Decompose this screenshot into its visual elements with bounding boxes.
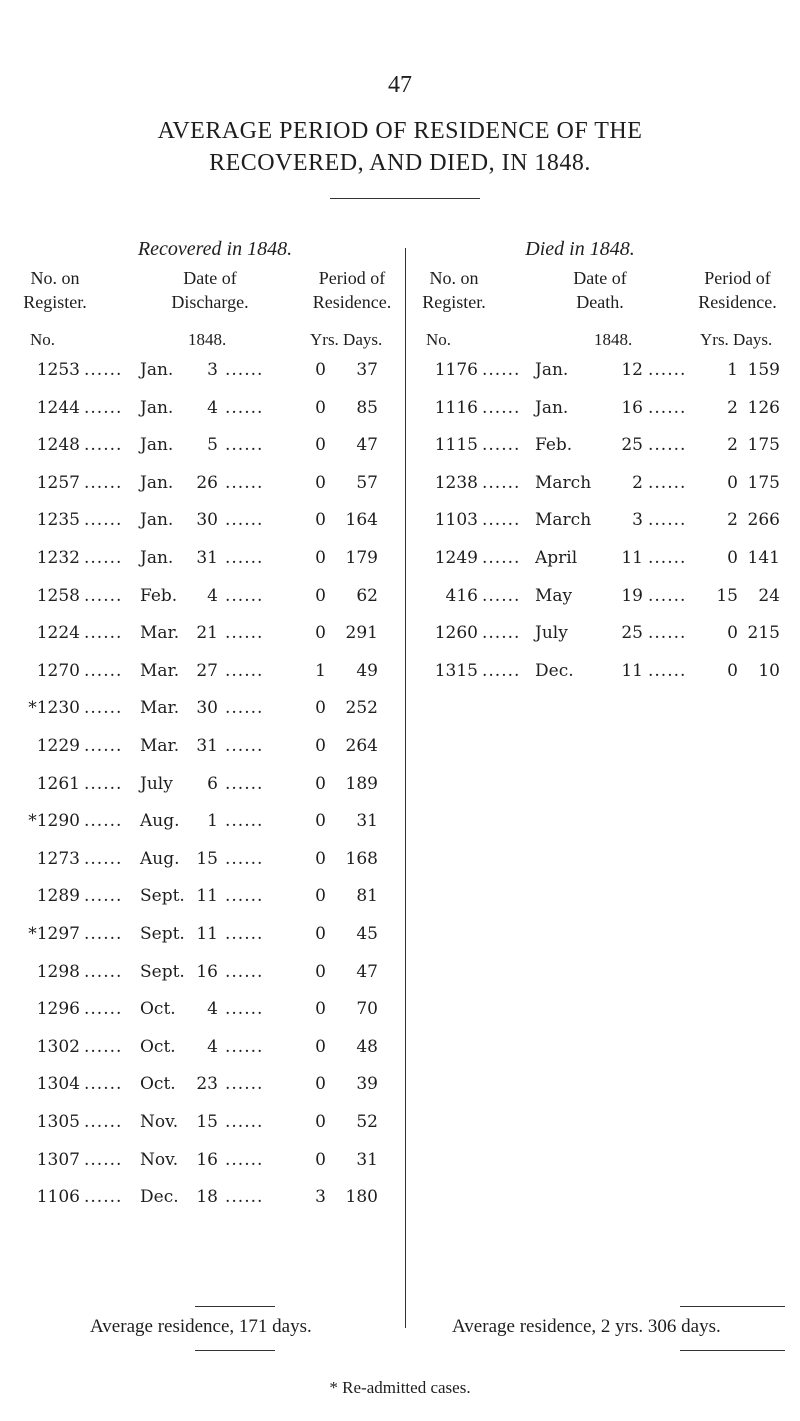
years: 0 xyxy=(315,698,326,719)
month: Feb. xyxy=(140,585,178,606)
recovered-register-header xyxy=(10,266,100,314)
leader-dots: ...... xyxy=(482,660,521,681)
day: 11 xyxy=(621,660,643,681)
table-row xyxy=(0,1074,800,1102)
years: 2 xyxy=(727,510,738,531)
leader-dots: ...... xyxy=(225,660,264,681)
leader-dots: ...... xyxy=(84,736,123,756)
register-number: 1116 xyxy=(434,397,478,418)
day: 4 xyxy=(207,999,218,1020)
month: Jan. xyxy=(140,435,174,456)
leader-dots: ...... xyxy=(84,360,123,380)
leader-dots: ...... xyxy=(225,1149,264,1170)
years: 0 xyxy=(727,472,738,493)
leader-dots: ...... xyxy=(84,1036,123,1057)
recovered-avg-rule-bottom xyxy=(195,1350,275,1351)
recovered-avg-rule-top xyxy=(195,1306,275,1307)
leader-dots: ...... xyxy=(482,548,521,568)
leader-dots: ...... xyxy=(84,999,123,1020)
register-number: 416 xyxy=(445,585,478,606)
day: 12 xyxy=(621,360,643,380)
register-number: 1103 xyxy=(434,510,478,531)
table-row xyxy=(0,1150,800,1178)
recovered-average: Average residence, 171 days. xyxy=(90,1316,312,1337)
table-row xyxy=(0,774,800,802)
day: 1 xyxy=(207,811,218,832)
table-row xyxy=(0,661,800,689)
register-number: *1290 xyxy=(28,811,80,832)
day: 5 xyxy=(207,435,218,456)
month: Feb. xyxy=(535,435,573,456)
years: 0 xyxy=(315,886,326,907)
recovered-sub-no: No. xyxy=(30,330,56,349)
leader-dots: ...... xyxy=(225,360,264,380)
days: 47 xyxy=(356,961,378,982)
table-row xyxy=(0,886,800,914)
month: Dec. xyxy=(535,660,574,681)
days: 159 xyxy=(747,360,780,380)
years: 0 xyxy=(315,848,326,869)
table-row xyxy=(0,1112,800,1140)
month: July xyxy=(535,623,568,644)
table-row xyxy=(0,1187,800,1215)
register-number: 1176 xyxy=(434,360,478,380)
years: 0 xyxy=(315,1112,326,1132)
day: 27 xyxy=(196,660,218,681)
month: Oct. xyxy=(140,1074,176,1095)
years: 3 xyxy=(315,1187,326,1208)
years: 0 xyxy=(315,1036,326,1057)
day: 11 xyxy=(196,924,218,944)
day: 16 xyxy=(196,1149,218,1170)
leader-dots: ...... xyxy=(225,961,264,982)
month: Jan. xyxy=(140,397,174,418)
years: 1 xyxy=(727,360,738,380)
days: 291 xyxy=(345,623,378,644)
month: April xyxy=(535,548,578,568)
leader-dots: ...... xyxy=(225,811,264,832)
died-average: Average residence, 2 yrs. 306 days. xyxy=(452,1316,721,1337)
days: 37 xyxy=(356,360,378,380)
years: 2 xyxy=(727,435,738,456)
recovered-date-header-line-2: Discharge. xyxy=(171,292,249,312)
days: 180 xyxy=(345,1187,378,1208)
days: 70 xyxy=(356,999,378,1020)
day: 18 xyxy=(196,1187,218,1208)
leader-dots: ...... xyxy=(648,397,687,418)
recovered-sub-year: 1848. xyxy=(188,330,227,349)
years: 0 xyxy=(315,1074,326,1095)
leader-dots: ...... xyxy=(225,773,264,794)
leader-dots: ...... xyxy=(84,773,123,794)
month: Sept. xyxy=(140,961,185,982)
died-date-header-line-2: Death. xyxy=(576,292,624,312)
leader-dots: ...... xyxy=(84,1187,123,1208)
leader-dots: ...... xyxy=(482,510,521,531)
month: Jan. xyxy=(140,360,174,380)
day: 16 xyxy=(196,961,218,982)
register-number: 1244 xyxy=(36,397,80,418)
table-row xyxy=(0,698,800,726)
register-number: 1238 xyxy=(434,472,478,493)
years: 0 xyxy=(315,585,326,606)
years: 1 xyxy=(315,660,326,681)
recovered-section-title: Recovered in 1848. xyxy=(137,238,293,260)
day: 2 xyxy=(632,472,643,493)
years: 0 xyxy=(315,811,326,832)
leader-dots: ...... xyxy=(225,736,264,756)
month: Nov. xyxy=(140,1112,179,1132)
day: 15 xyxy=(196,848,218,869)
day: 16 xyxy=(621,397,643,418)
leader-dots: ...... xyxy=(84,1149,123,1170)
leader-dots: ...... xyxy=(84,472,123,493)
recovered-register-header-line-1: No. on xyxy=(30,268,80,288)
died-period-header-line-2: Residence. xyxy=(698,292,777,312)
leader-dots: ...... xyxy=(84,961,123,982)
days: 39 xyxy=(356,1074,378,1095)
table-row xyxy=(0,510,800,538)
days: 164 xyxy=(345,510,378,531)
leader-dots: ...... xyxy=(225,999,264,1020)
days: 175 xyxy=(747,435,780,456)
register-number: 1232 xyxy=(36,548,80,568)
month: March xyxy=(535,510,592,531)
table-row xyxy=(0,924,800,952)
days: 52 xyxy=(356,1112,378,1132)
register-number: 1229 xyxy=(36,736,80,756)
died-period-header xyxy=(680,266,795,314)
died-section-title: Died in 1848. xyxy=(525,238,635,260)
register-number: 1289 xyxy=(36,886,80,907)
leader-dots: ...... xyxy=(648,435,687,456)
register-number: 1296 xyxy=(36,999,80,1020)
page-number: 47 xyxy=(388,72,412,98)
days: 168 xyxy=(345,848,378,869)
register-number: *1230 xyxy=(28,698,80,719)
leader-dots: ...... xyxy=(225,886,264,907)
month: Oct. xyxy=(140,999,176,1020)
month: Jan. xyxy=(140,510,174,531)
years: 0 xyxy=(727,623,738,644)
register-number: 1298 xyxy=(36,961,80,982)
leader-dots: ...... xyxy=(482,623,521,644)
years: 0 xyxy=(315,623,326,644)
table-row xyxy=(0,623,800,651)
leader-dots: ...... xyxy=(648,548,687,568)
footnote: * Re-admitted cases. xyxy=(329,1378,471,1397)
month: Sept. xyxy=(140,924,185,944)
month: Mar. xyxy=(140,660,180,681)
years: 0 xyxy=(315,736,326,756)
day: 31 xyxy=(196,548,218,568)
recovered-date-header xyxy=(140,266,280,314)
day: 11 xyxy=(196,886,218,907)
recovered-period-header xyxy=(292,266,412,314)
month: Jan. xyxy=(535,360,569,380)
days: 179 xyxy=(345,548,378,568)
table-row xyxy=(0,360,800,388)
month: Mar. xyxy=(140,736,180,756)
died-sub-year: 1848. xyxy=(594,330,633,349)
table-row xyxy=(0,435,800,463)
month: May xyxy=(535,585,573,606)
died-avg-rule-bottom xyxy=(680,1350,785,1351)
years: 0 xyxy=(727,660,738,681)
register-number: 1304 xyxy=(36,1074,80,1095)
register-number: 1249 xyxy=(434,548,478,568)
days: 85 xyxy=(356,397,378,418)
died-register-header xyxy=(414,266,494,314)
days: 31 xyxy=(356,1149,378,1170)
day: 3 xyxy=(207,360,218,380)
years: 0 xyxy=(315,999,326,1020)
recovered-date-header-line-1: Date of xyxy=(183,268,237,288)
days: 81 xyxy=(356,886,378,907)
table-row xyxy=(0,1037,800,1065)
years: 0 xyxy=(315,1149,326,1170)
leader-dots: ...... xyxy=(84,1074,123,1095)
register-number: 1253 xyxy=(36,360,80,380)
days: 49 xyxy=(356,660,378,681)
days: 189 xyxy=(345,773,378,794)
day: 23 xyxy=(196,1074,218,1095)
leader-dots: ...... xyxy=(225,1036,264,1057)
table-row xyxy=(0,586,800,614)
leader-dots: ...... xyxy=(482,585,521,606)
leader-dots: ...... xyxy=(84,924,123,944)
month: Jan. xyxy=(140,548,174,568)
day: 4 xyxy=(207,1036,218,1057)
days: 24 xyxy=(758,585,780,606)
day: 25 xyxy=(621,435,643,456)
page-title-line-1: AVERAGE PERIOD OF RESIDENCE OF THE xyxy=(157,118,643,144)
table-row xyxy=(0,999,800,1027)
table-row xyxy=(0,398,800,426)
years: 0 xyxy=(315,510,326,531)
day: 15 xyxy=(196,1112,218,1132)
leader-dots: ...... xyxy=(84,848,123,869)
register-number: 1224 xyxy=(36,623,80,644)
register-number: 1106 xyxy=(36,1187,80,1208)
month: March xyxy=(535,472,592,493)
leader-dots: ...... xyxy=(648,510,687,531)
years: 15 xyxy=(716,585,738,606)
leader-dots: ...... xyxy=(225,623,264,644)
leader-dots: ...... xyxy=(225,435,264,456)
recovered-sub-period: Yrs. Days. xyxy=(310,330,383,349)
register-number: 1257 xyxy=(36,472,80,493)
register-number: 1235 xyxy=(36,510,80,531)
title-rule xyxy=(330,198,480,199)
years: 0 xyxy=(315,472,326,493)
days: 47 xyxy=(356,435,378,456)
leader-dots: ...... xyxy=(225,698,264,719)
table-row xyxy=(0,473,800,501)
leader-dots: ...... xyxy=(84,698,123,719)
table-row xyxy=(0,849,800,877)
month: Mar. xyxy=(140,698,180,719)
days: 45 xyxy=(356,924,378,944)
leader-dots: ...... xyxy=(84,548,123,568)
day: 3 xyxy=(632,510,643,531)
leader-dots: ...... xyxy=(84,585,123,606)
register-number: *1297 xyxy=(28,924,80,944)
day: 25 xyxy=(621,623,643,644)
days: 175 xyxy=(747,472,780,493)
leader-dots: ...... xyxy=(648,623,687,644)
died-sub-no: No. xyxy=(426,330,452,349)
register-number: 1305 xyxy=(36,1112,80,1132)
days: 10 xyxy=(758,660,780,681)
day: 21 xyxy=(196,623,218,644)
recovered-period-header-line-1: Period of xyxy=(318,268,386,288)
leader-dots: ...... xyxy=(482,397,521,418)
month: Jan. xyxy=(535,397,569,418)
day: 4 xyxy=(207,585,218,606)
register-number: 1248 xyxy=(36,435,80,456)
years: 0 xyxy=(315,924,326,944)
died-date-header-line-1: Date of xyxy=(573,268,627,288)
days: 141 xyxy=(747,548,780,568)
month: July xyxy=(140,773,173,794)
day: 30 xyxy=(196,698,218,719)
days: 57 xyxy=(356,472,378,493)
day: 31 xyxy=(196,736,218,756)
leader-dots: ...... xyxy=(648,360,687,380)
leader-dots: ...... xyxy=(648,660,687,681)
page-title-line-2: RECOVERED, AND DIED, IN 1848. xyxy=(209,150,591,176)
register-number: 1273 xyxy=(36,848,80,869)
leader-dots: ...... xyxy=(482,435,521,456)
leader-dots: ...... xyxy=(225,924,264,944)
leader-dots: ...... xyxy=(84,435,123,456)
leader-dots: ...... xyxy=(225,1187,264,1208)
leader-dots: ...... xyxy=(225,397,264,418)
recovered-register-header-line-2: Register. xyxy=(23,292,87,312)
table-row xyxy=(0,548,800,576)
leader-dots: ...... xyxy=(648,585,687,606)
died-register-header-line-1: No. on xyxy=(429,268,479,288)
years: 0 xyxy=(315,548,326,568)
leader-dots: ...... xyxy=(225,585,264,606)
died-avg-rule-top xyxy=(680,1306,785,1307)
table-row xyxy=(0,736,800,764)
leader-dots: ...... xyxy=(225,472,264,493)
days: 264 xyxy=(345,736,378,756)
month: Nov. xyxy=(140,1149,179,1170)
day: 30 xyxy=(196,510,218,531)
leader-dots: ...... xyxy=(482,360,521,380)
register-number: 1307 xyxy=(36,1149,80,1170)
days: 62 xyxy=(356,585,378,606)
days: 31 xyxy=(356,811,378,832)
leader-dots: ...... xyxy=(225,848,264,869)
leader-dots: ...... xyxy=(225,1112,264,1132)
leader-dots: ...... xyxy=(84,510,123,531)
leader-dots: ...... xyxy=(225,548,264,568)
days: 252 xyxy=(345,698,378,719)
leader-dots: ...... xyxy=(648,472,687,493)
years: 0 xyxy=(315,360,326,380)
days: 48 xyxy=(356,1036,378,1057)
leader-dots: ...... xyxy=(482,472,521,493)
month: Aug. xyxy=(140,811,180,832)
days: 266 xyxy=(747,510,780,531)
days: 215 xyxy=(747,623,780,644)
month: Oct. xyxy=(140,1036,176,1057)
years: 2 xyxy=(727,397,738,418)
day: 4 xyxy=(207,397,218,418)
died-register-header-line-2: Register. xyxy=(422,292,486,312)
register-number: 1115 xyxy=(434,435,478,456)
leader-dots: ...... xyxy=(84,623,123,644)
died-date-header xyxy=(545,266,655,314)
register-number: 1270 xyxy=(36,660,80,681)
leader-dots: ...... xyxy=(225,510,264,531)
years: 0 xyxy=(315,435,326,456)
month: Jan. xyxy=(140,472,174,493)
leader-dots: ...... xyxy=(84,397,123,418)
month: Mar. xyxy=(140,623,180,644)
register-number: 1315 xyxy=(434,660,478,681)
month: Sept. xyxy=(140,886,185,907)
month: Dec. xyxy=(140,1187,179,1208)
day: 19 xyxy=(621,585,643,606)
register-number: 1302 xyxy=(36,1036,80,1057)
years: 0 xyxy=(315,961,326,982)
day: 6 xyxy=(207,773,218,794)
died-sub-period: Yrs. Days. xyxy=(700,330,773,349)
table-row xyxy=(0,962,800,990)
register-number: 1260 xyxy=(434,623,478,644)
recovered-period-header-line-2: Residence. xyxy=(312,292,392,312)
leader-dots: ...... xyxy=(225,1074,264,1095)
years: 0 xyxy=(315,397,326,418)
years: 0 xyxy=(727,548,738,568)
years: 0 xyxy=(315,773,326,794)
register-number: 1261 xyxy=(36,773,80,794)
leader-dots: ...... xyxy=(84,811,123,832)
leader-dots: ...... xyxy=(84,886,123,907)
table-row xyxy=(0,811,800,839)
day: 11 xyxy=(621,548,643,568)
leader-dots: ...... xyxy=(84,660,123,681)
died-period-header-line-1: Period of xyxy=(704,268,771,288)
day: 26 xyxy=(196,472,218,493)
leader-dots: ...... xyxy=(84,1112,123,1132)
register-number: 1258 xyxy=(36,585,80,606)
days: 126 xyxy=(747,397,780,418)
month: Aug. xyxy=(140,848,180,869)
